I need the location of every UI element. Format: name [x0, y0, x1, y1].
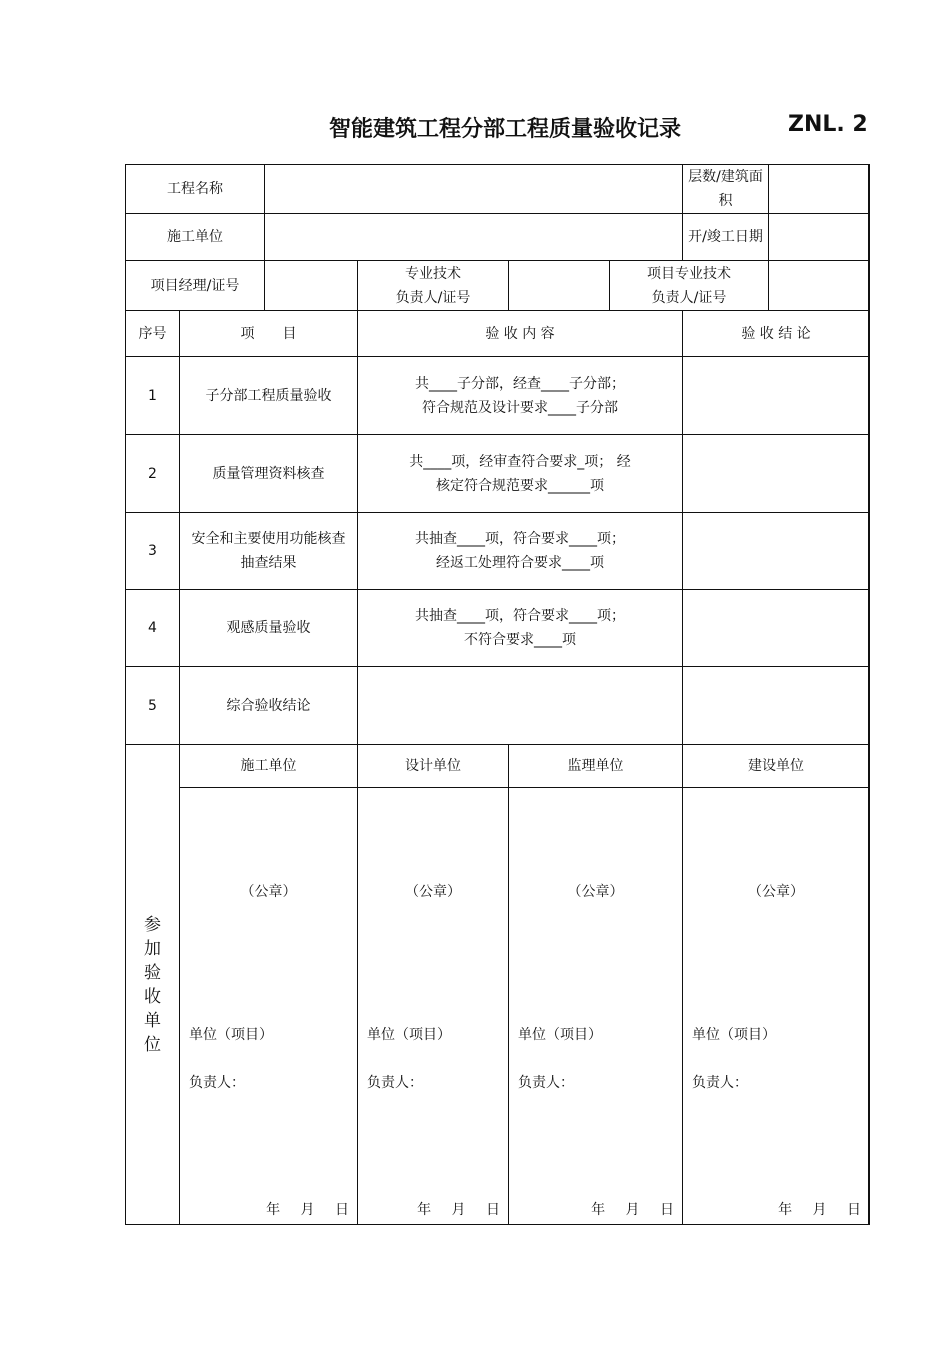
row-content: 共抽查____项，符合要求____项； 不符合要求____项 [358, 590, 683, 667]
signature-block-design[interactable] [358, 788, 509, 1225]
construction-unit-field[interactable] [265, 214, 683, 261]
proj-tech-lead-label: 项目专业技术 负责人/证号 [610, 261, 769, 311]
row-conclusion-field[interactable] [683, 435, 870, 513]
table-right-border [868, 164, 870, 1225]
pm-cert-label: 项目经理/证号 [126, 261, 265, 311]
row-item: 观感质量验收 [180, 590, 358, 667]
row-content: 共____子分部，经查____子分部； 符合规范及设计要求____子分部 [358, 357, 683, 435]
floors-area-label: 层数/建筑面积 [683, 165, 769, 214]
page-title: 智能建筑工程分部工程质量验收记录 [328, 117, 681, 142]
signature-block-construction[interactable] [180, 788, 358, 1225]
tech-lead-label: 专业技术 负责人/证号 [358, 261, 509, 311]
start-end-date-field[interactable] [769, 214, 870, 261]
header-conclusion: 验 收 结 论 [683, 311, 870, 357]
table-row [126, 513, 870, 590]
seal-label: （公章） [567, 884, 624, 900]
tech-lead-field[interactable] [509, 261, 610, 311]
header-content: 验 收 内 容 [358, 311, 683, 357]
proj-tech-lead-field[interactable] [769, 261, 870, 311]
acceptance-form [125, 164, 870, 1225]
row-conclusion-field[interactable] [683, 667, 870, 745]
date-label: 年 月 日 [417, 1202, 500, 1218]
unit-header-construction: 施工单位 [180, 745, 358, 788]
row-no: 3 [126, 513, 180, 590]
date-label: 年 月 日 [266, 1202, 349, 1218]
table-row [126, 667, 870, 745]
unit-label: 单位（项目） [692, 1027, 776, 1043]
seal-label: （公章） [240, 884, 297, 900]
row-item: 综合验收结论 [180, 667, 358, 745]
row-conclusion-field[interactable] [683, 357, 870, 435]
row-content: 共抽查____项，符合要求____项； 经返工处理符合要求____项 [358, 513, 683, 590]
row-conclusion-field[interactable] [683, 590, 870, 667]
signature-block-supervision[interactable] [509, 788, 683, 1225]
row-conclusion-field[interactable] [683, 513, 870, 590]
form-code: ZNL. 2 [788, 112, 868, 137]
unit-label: 单位（项目） [518, 1027, 602, 1043]
row-no: 1 [126, 357, 180, 435]
seal-label: （公章） [405, 884, 461, 900]
row-item: 安全和主要使用功能核查 抽查结果 [180, 513, 358, 590]
unit-label: 单位（项目） [367, 1027, 451, 1043]
row-no: 5 [126, 667, 180, 745]
responsible-label: 负责人： [189, 1075, 245, 1091]
row-no: 4 [126, 590, 180, 667]
row-item: 子分部工程质量验收 [180, 357, 358, 435]
signature-block-owner[interactable] [683, 788, 870, 1225]
responsible-label: 负责人： [692, 1075, 748, 1091]
table-row [126, 435, 870, 513]
pm-cert-field[interactable] [265, 261, 358, 311]
floors-area-field[interactable] [769, 165, 870, 214]
row-no: 2 [126, 435, 180, 513]
row-content-field[interactable] [358, 667, 683, 745]
responsible-label: 负责人： [518, 1075, 574, 1091]
participants-label: 参 加 验 收 单 位 [126, 745, 180, 1225]
header-no: 序号 [126, 311, 180, 357]
date-label: 年 月 日 [591, 1202, 674, 1218]
project-name-label: 工程名称 [126, 165, 265, 214]
unit-label: 单位（项目） [189, 1027, 273, 1043]
row-content: 共____项，经审查符合要求_项； 经 核定符合规范要求______项 [358, 435, 683, 513]
seal-label: （公章） [748, 884, 804, 900]
responsible-label: 负责人： [367, 1075, 423, 1091]
construction-unit-label: 施工单位 [126, 214, 265, 261]
project-name-field[interactable] [265, 165, 683, 214]
table-row [126, 590, 870, 667]
header-item: 项 目 [180, 311, 358, 357]
table-row [126, 357, 870, 435]
unit-header-supervision: 监理单位 [509, 745, 683, 788]
start-end-date-label: 开/竣工日期 [683, 214, 769, 261]
row-item: 质量管理资料核查 [180, 435, 358, 513]
unit-header-design: 设计单位 [358, 745, 509, 788]
unit-header-owner: 建设单位 [683, 745, 870, 788]
date-label: 年 月 日 [778, 1202, 861, 1218]
